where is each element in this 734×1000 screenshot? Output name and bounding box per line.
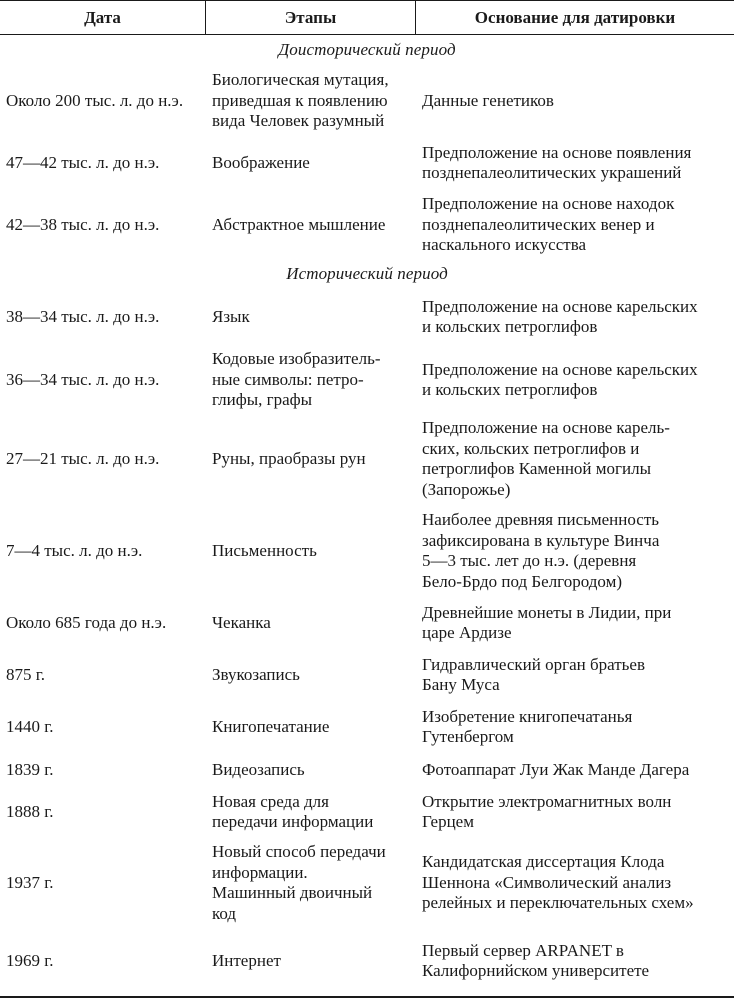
cell-date: 42—38 тыс. л. до н.э. (6, 214, 160, 234)
cell-date: Около 685 года до н.э. (6, 612, 167, 632)
table-row (0, 413, 734, 505)
cell-stage: Книгопечатание (212, 716, 330, 736)
section-historic: Исторический период (286, 264, 448, 283)
table-row (0, 929, 734, 993)
table-row (0, 137, 734, 189)
cell-stage: Видеозапись (212, 759, 305, 779)
cell-stage: Письменность (212, 540, 317, 560)
cell-stage: Абстрактное мышление (212, 214, 386, 234)
cell-date: Около 200 тыс. л. до н.э. (6, 90, 184, 110)
table-row (0, 189, 734, 261)
cell-stage: Интернет (212, 950, 281, 970)
table-row (0, 787, 734, 837)
cell-basis: Данные генетиков (422, 90, 554, 110)
cell-basis: Открытие электромагнитных волн Герцем (422, 791, 672, 831)
cell-stage: Чеканка (212, 612, 271, 632)
cell-date: 1969 г. (6, 950, 54, 970)
cell-basis: Кандидатская диссертация Клода Шеннона «Символический анализ релейных и переключательных схем» (422, 852, 694, 913)
cell-date: 1937 г. (6, 872, 54, 892)
cell-stage: Воображение (212, 152, 310, 172)
table-row (0, 287, 734, 347)
table-bottom-rule (0, 996, 734, 998)
cell-stage: Новый способ передачи информации. Машинный двоичный код (212, 842, 386, 923)
cell-date: 36—34 тыс. л. до н.э. (6, 369, 160, 389)
section-prehistoric: Доисторический период (278, 40, 456, 59)
cell-date: 7—4 тыс. л. до н.э. (6, 540, 143, 560)
cell-date: 875 г. (6, 664, 46, 684)
cell-basis: Предположение на основе появления позднепалеолитических украшений (422, 142, 692, 182)
cell-basis: Изобретение книгопечатанья Гутенбергом (422, 706, 633, 746)
cell-stage: Кодовые изобразитель- ные символы: петро- глифы, графы (212, 349, 381, 410)
cell-stage: Новая среда для передачи информации (212, 791, 374, 831)
cell-date: 1440 г. (6, 716, 54, 736)
table-row (0, 701, 734, 753)
cell-date: 27—21 тыс. л. до н.э. (6, 448, 160, 468)
table-row (0, 505, 734, 597)
cell-date: 1839 г. (6, 759, 54, 779)
cell-date: 38—34 тыс. л. до н.э. (6, 306, 160, 326)
cell-basis: Гидравлический орган братьев Бану Муса (422, 654, 646, 694)
table-header (0, 0, 734, 35)
cell-basis: Предположение на основе карельских и кольских петроглифов (422, 359, 698, 399)
cell-stage: Руны, праобразы рун (212, 448, 366, 468)
table-row (0, 837, 734, 929)
table-row (0, 649, 734, 701)
cell-date: 47—42 тыс. л. до н.э. (6, 152, 160, 172)
header-basis: Основание для датировки (474, 7, 676, 27)
cell-basis: Древнейшие монеты в Лидии, при царе Ардизе (422, 602, 672, 642)
table-row (0, 347, 734, 413)
cell-basis: Наиболее древняя письменность зафиксирована в культуре Винча 5—3 тыс. лет до н.э. (деревня Бело-Брдо под Белгородом) (422, 510, 660, 591)
cell-date: 1888 г. (6, 801, 54, 821)
cell-stage: Язык (212, 306, 250, 326)
table-row (0, 65, 734, 137)
table-row (0, 597, 734, 649)
table-row (0, 753, 734, 787)
cell-basis: Первый сервер ARPANET в Калифорнийском университете (422, 940, 650, 980)
cell-stage: Звукозапись (212, 664, 300, 684)
header-stages: Этапы (206, 1, 416, 34)
cell-basis: Предположение на основе находок позднепалеолитических венер и наскального искусства (422, 194, 675, 255)
cell-stage: Биологическая мутация, приведшая к появлению вида Человек разумный (212, 70, 389, 131)
header-date: Дата (0, 1, 206, 34)
cell-basis: Предположение на основе карельских и кольских петроглифов (422, 296, 698, 336)
cell-basis: Предположение на основе карель- ских, кольских петроглифов и петроглифов Каменной могилы (Запорожье) (422, 418, 670, 499)
cell-basis: Фотоаппарат Луи Жак Манде Дагера (422, 759, 690, 779)
